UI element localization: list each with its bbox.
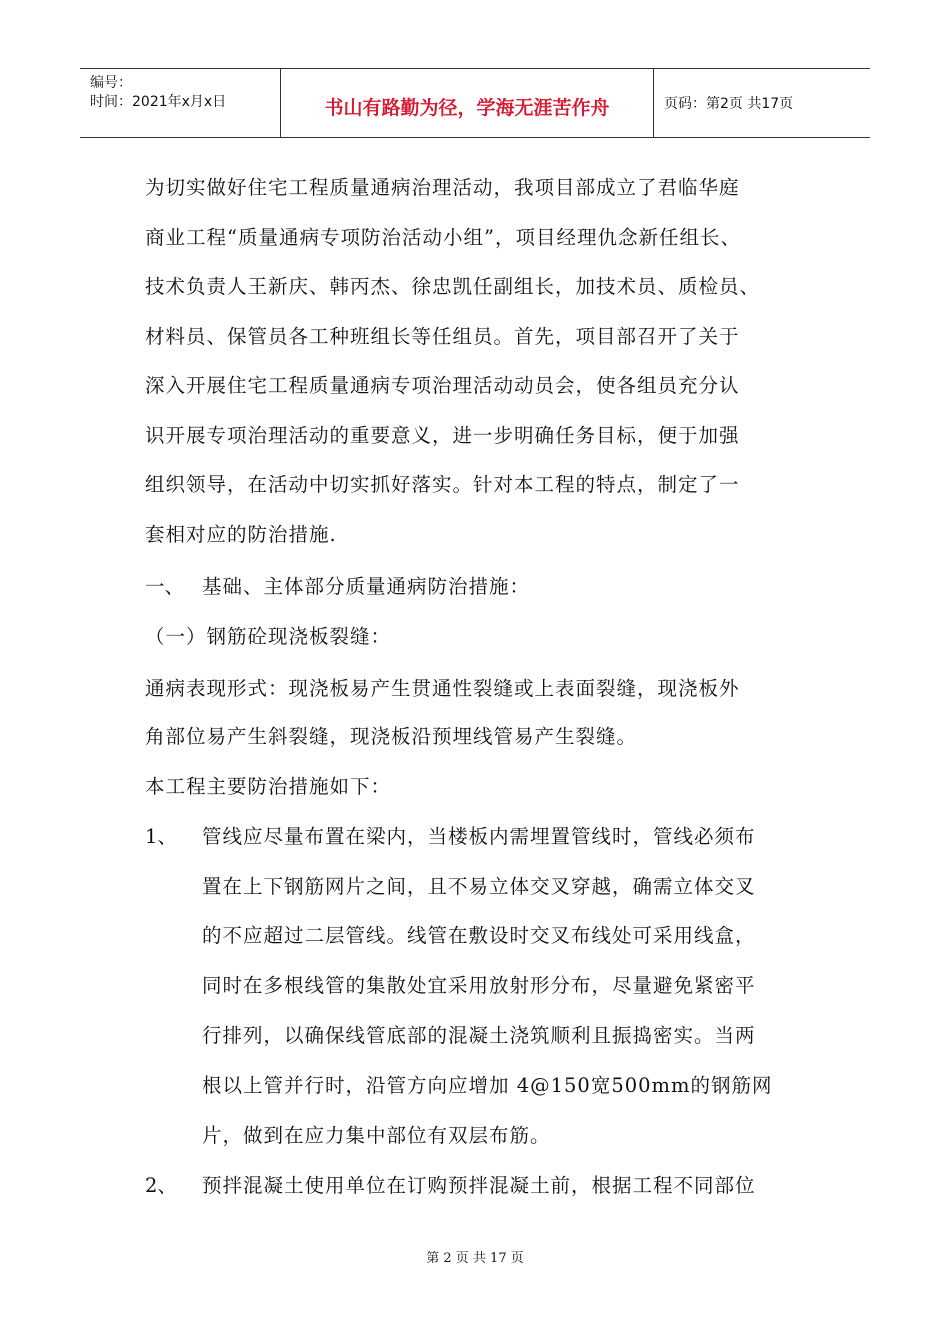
page-footer: 第 2 页 共 17 页 [426,1251,524,1266]
header-motto-cell [281,69,654,137]
list-item-line: 根以上管并行时，沿管方向应增加 4@150宽500mm的钢筋网 [202,1074,773,1097]
header-meta-cell [80,69,281,137]
list-item-number: 2、 [145,1174,177,1197]
paragraph-line: 套相对应的防治措施. [145,523,337,546]
document-time-label: 时间：2021年x月x日 [90,94,227,110]
document-header [80,68,870,138]
paragraph-line: 为切实做好住宅工程质量通病治理活动，我项目部成立了君临华庭 [145,176,740,199]
header-motto: 书山有路勤为径，学海无涯苦作舟 [324,97,610,119]
paragraph-line: 深入开展住宅工程质量通病专项治理活动动员会，使各组员充分认 [145,374,740,397]
list-item-line: 行排列，以确保线管底部的混凝土浇筑顺利且振捣密实。当两 [202,1024,756,1047]
list-item-line: 片，做到在应力集中部位有双层布筋。 [202,1124,551,1147]
list-item-line: 同时在多根线管的集散处宜采用放射形分布，尽量避免紧密平 [202,974,756,997]
paragraph-line: 通病表现形式：现浇板易产生贯通性裂缝或上表面裂缝，现浇板外 [145,677,740,700]
list-item-line: 管线应尽量布置在梁内，当楼板内需埋置管线时，管线必须布 [202,825,756,848]
paragraph-line: 角部位易产生斜裂缝，现浇板沿预埋线管易产生裂缝。 [145,725,638,748]
paragraph-line: 技术负责人王新庆、韩丙杰、徐忠凯任副组长，加技术员、质检员、 [145,275,761,298]
paragraph-line: 本工程主要防治措施如下： [145,775,392,798]
paragraph-line: 材料员、保管员各工种班组长等任组员。首先，项目部召开了关于 [145,325,740,348]
paragraph-line: 商业工程“质量通病专项防治活动小组”，项目经理仇念新任组长、 [145,226,741,249]
paragraph-line: 识开展专项治理活动的重要意义，进一步明确任务目标，便于加强 [145,424,740,447]
list-item-line: 的不应超过二层管线。线管在敷设时交叉布线处可采用线盒， [202,924,756,947]
subsection-heading: （一）钢筋砼现浇板裂缝： [145,625,392,648]
section-number: 一、 [145,575,185,598]
document-number-label: 编号： [90,75,132,91]
section-heading: 基础、主体部分质量通病防治措施： [202,575,531,598]
header-page-cell [654,69,870,137]
list-item-line: 置在上下钢筋网片之间，且不易立体交叉穿越，确需立体交叉 [202,875,756,898]
paragraph-line: 组织领导，在活动中切实抓好落实。针对本工程的特点，制定了一 [145,473,740,496]
list-item-number: 1、 [145,825,177,848]
header-page-info: 页码：第2页 共17页 [664,96,794,112]
list-item-line: 预拌混凝土使用单位在订购预拌混凝土前，根据工程不同部位 [202,1174,756,1197]
